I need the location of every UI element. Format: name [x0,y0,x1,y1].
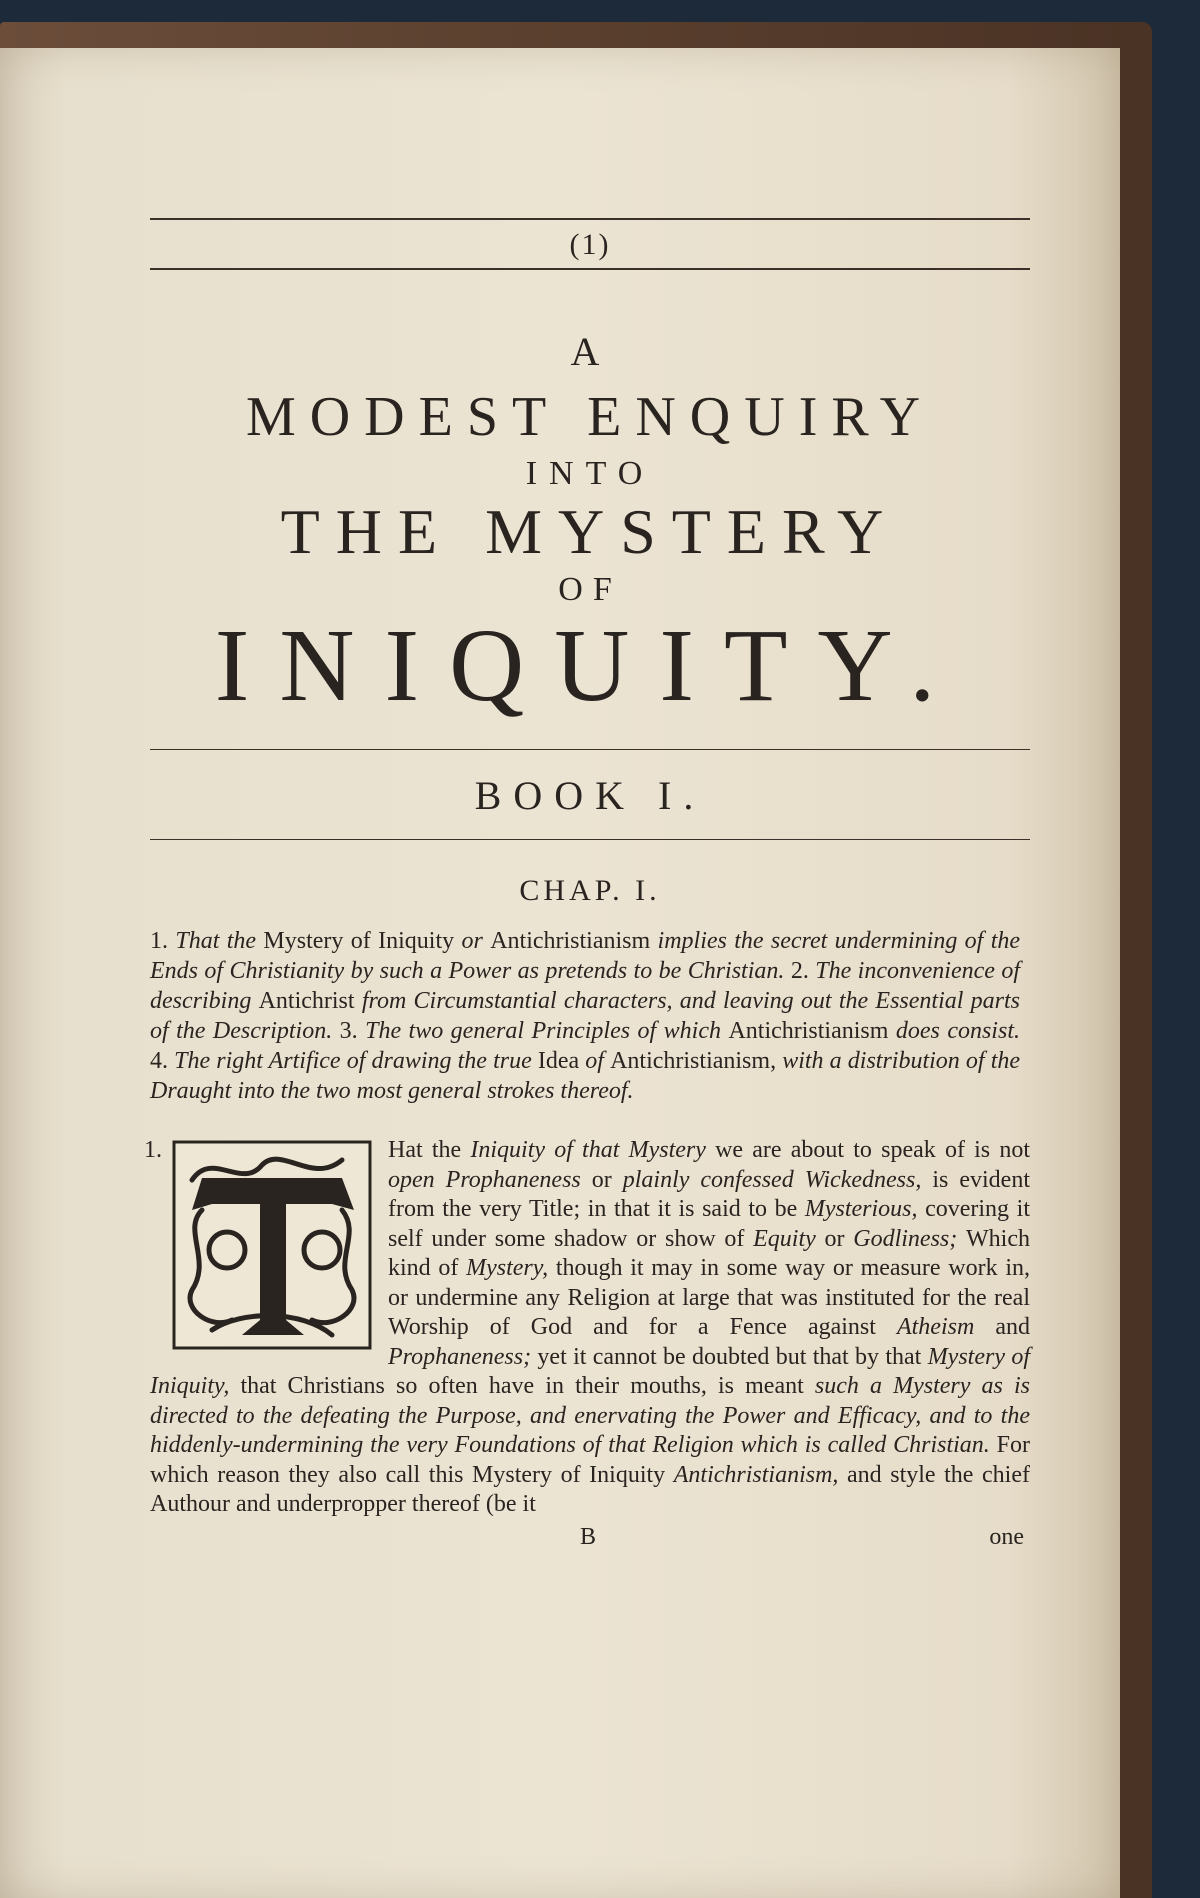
page-content [144,218,1030,1554]
body-run: plainly confessed Wickedness, [622,1166,933,1193]
decorated-initial-t-icon [172,1140,372,1350]
body-run: Mysterious, [804,1196,926,1223]
body-run: For which reason they also call this Mystery of Iniquity [150,1432,1030,1488]
title-line-the-mystery: THE MYSTERY [280,496,900,567]
body-run: yet it cannot be doubted but that by that [537,1343,928,1370]
body-run: Prophaneness; [388,1343,538,1370]
signature-mark: B [580,1523,597,1550]
summary-run: 1. [150,928,168,955]
summary-run: The right Artifice of drawing the true [174,1048,538,1075]
body-run: and style the chief Authour and underpropper thereof (be it [150,1461,1030,1518]
title-line-of: OF [558,571,622,608]
body-run: Mystery, [466,1255,556,1282]
summary-run: Mystery [263,928,351,955]
summary-run: of [350,928,379,955]
catchword: one [989,1523,1024,1550]
book-page [0,48,1120,1898]
summary-run: Iniquity [378,928,462,955]
summary-run: from Circumstantial characters, and leaving out the Essential parts of the Description. [150,988,1021,1045]
summary-run: 3. [339,1018,366,1045]
summary-run: Antichrist [258,988,362,1015]
body-run: Hat the [388,1137,471,1164]
page-number: (1) [569,228,611,261]
section-number: 1. [144,1137,162,1164]
title-line-modest-enquiry: MODEST ENQUIRY [245,386,935,448]
body-run: such a Mystery as is directed to the defeating the Purpose, and enervating the Power and Efficacy, and to the hiddenly-undermining the very Foundations of that Religion which is called Christian. [150,1373,1030,1459]
summary-run: Idea [537,1048,586,1075]
body-run: though it may in some way or measure work in, or undermine any Religion at large that was instituted for the real Worship of God and for a Fence against [388,1255,1030,1341]
summary-run: 4. [150,1048,175,1075]
body-run: open Prophaneness [388,1166,592,1193]
summary-run: That the [168,928,264,955]
summary-run: Antichristianism [490,928,658,955]
summary-run: The two general Principles of which [365,1018,729,1045]
title-line-a: A [570,329,610,374]
body-run: that Christians so often have in their mouths, is meant [240,1373,815,1400]
summary-run: implies the secret undermining of the Ends of Christianity by such a Power as pretends to be Christian. [150,928,1021,985]
summary-run: or [461,928,491,955]
summary-run: Antichristianism, [610,1048,783,1075]
body-run: and [995,1314,1030,1341]
body-run: or [824,1225,854,1252]
body-run: Equity [753,1225,825,1252]
body-run: covering it self under some shadow or show of [388,1196,1030,1252]
body-run: we are about to speak of is not [715,1137,1030,1164]
body-text [144,1136,1030,1520]
body-run: Which kind of [388,1225,1030,1282]
title-rule [150,749,1030,750]
body-run: Godliness; [853,1225,966,1252]
chapter-summary [150,926,1030,1106]
summary-run: does consist. [895,1018,1020,1045]
book-rule [150,839,1030,840]
body-run: Mystery of Iniquity, [150,1343,1030,1400]
summary-run: Antichristianism [728,1018,896,1045]
summary-run: 2. [790,958,816,985]
body-run: Antichristianism, [673,1461,847,1488]
chapter-heading: CHAP. I. [519,874,661,908]
summary-run: with a distribution of the Draught into the two most general strokes thereof. [150,1048,1021,1105]
header-rule [150,268,1030,270]
summary-run: The inconvenience of describing [150,958,1021,1015]
body-run: is evident from the very Title; in that it is said to be [388,1166,1030,1223]
title-line-into: INTO [525,455,655,492]
title-line-iniquity: INIQUITY. [214,608,966,723]
body-run: or [591,1166,623,1193]
body-run: Iniquity of that Mystery [470,1137,716,1164]
body-run: Atheism [896,1314,996,1341]
book-heading: BOOK I. [474,773,706,819]
page-footer [150,1524,1030,1554]
summary-run: of [585,1048,611,1075]
top-rule [150,218,1030,220]
